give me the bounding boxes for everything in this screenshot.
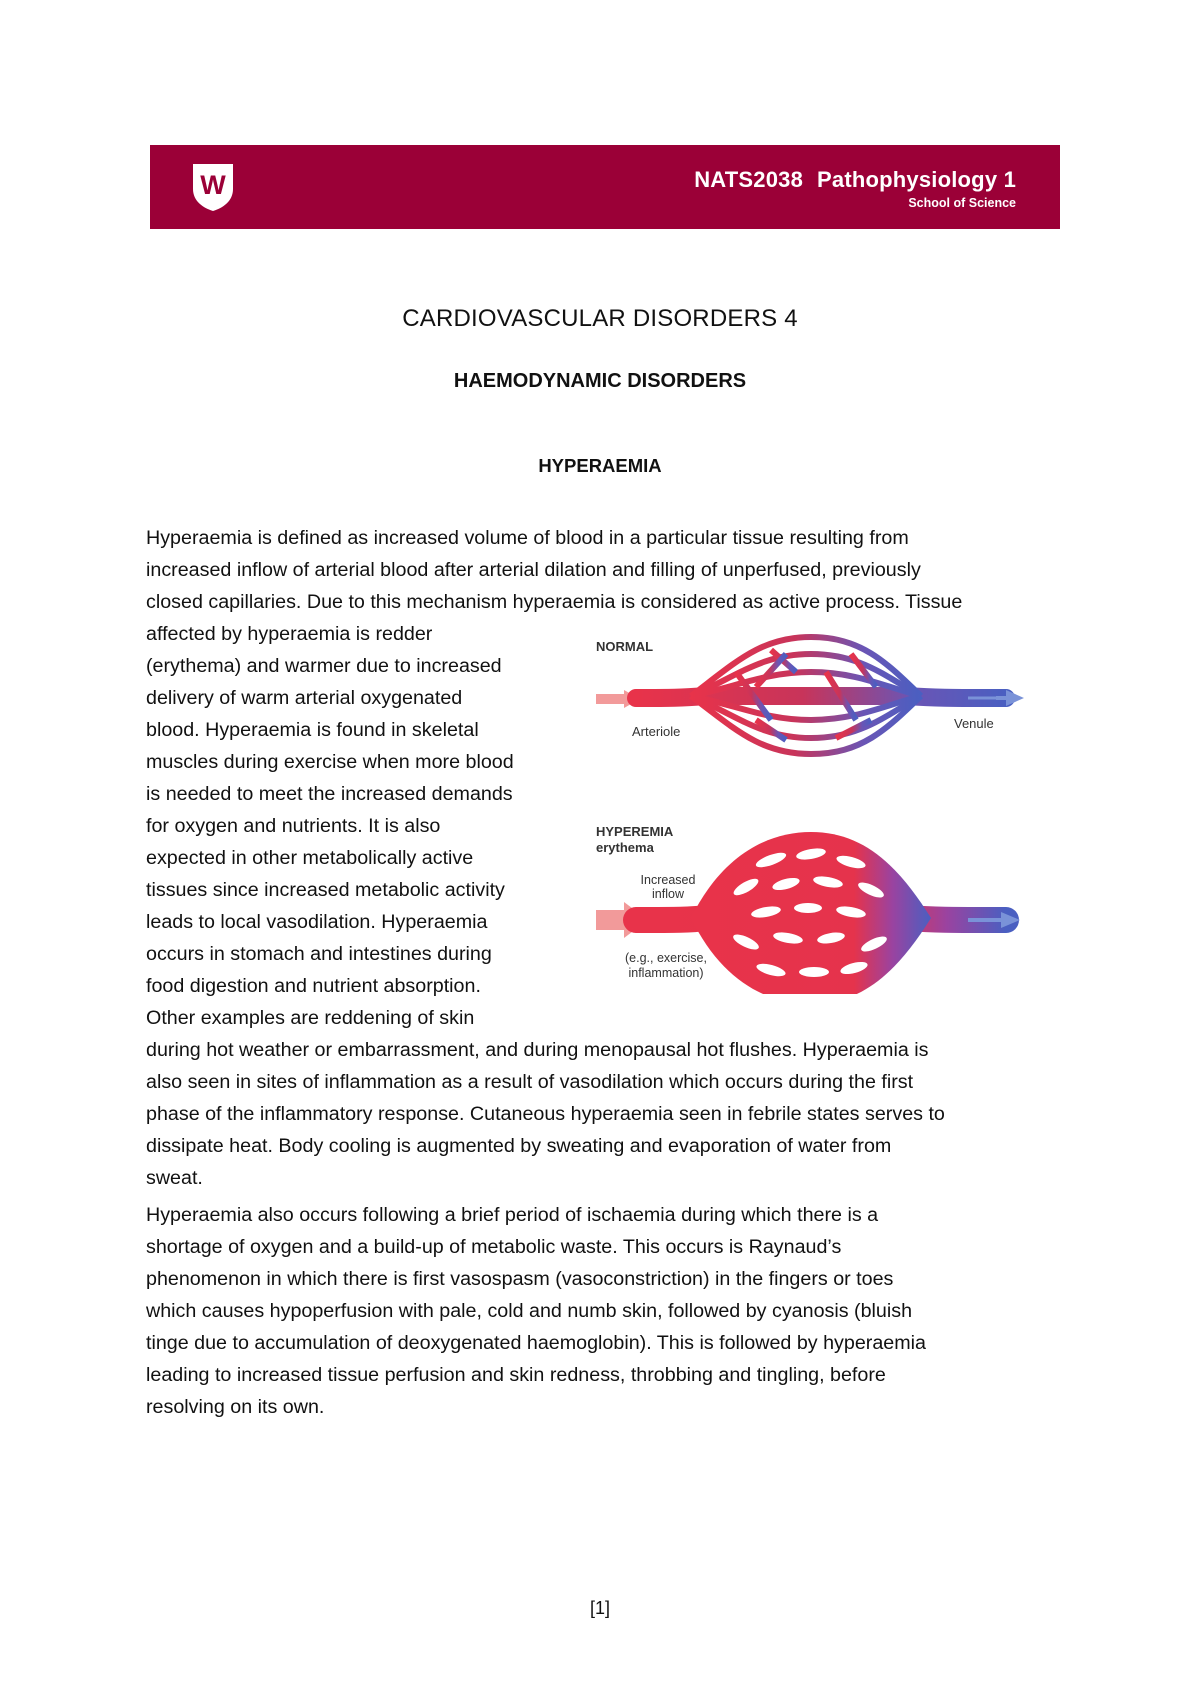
paragraph-2 bbox=[146, 1199, 1076, 1423]
text-line: occurs in stomach and intestines during bbox=[146, 943, 492, 965]
increased-inflow-line1: Increased bbox=[640, 873, 696, 887]
header-banner bbox=[150, 145, 1060, 229]
text-line: tissues since increased metabolic activity bbox=[146, 879, 505, 901]
text-line: closed capillaries. Due to this mechanism hyperaemia is considered as active process. Tissue bbox=[146, 591, 963, 613]
venule-label: Venule bbox=[954, 716, 994, 731]
text-line: blood. Hyperaemia is found in skeletal bbox=[146, 719, 479, 741]
text-line: expected in other metabolically active bbox=[146, 847, 474, 869]
text-line: Hyperaemia is defined as increased volume of blood in a particular tissue resulting from bbox=[146, 527, 909, 549]
hyperemia-label: HYPEREMIA bbox=[596, 824, 674, 839]
example-line2: inflammation) bbox=[628, 966, 704, 980]
arteriole-label: Arteriole bbox=[632, 724, 681, 739]
example-line1: (e.g., exercise, bbox=[625, 951, 707, 965]
text-line: leading to increased tissue perfusion and skin redness, throbbing and tingling, before bbox=[146, 1364, 886, 1386]
text-line: delivery of warm arterial oxygenated bbox=[146, 687, 463, 709]
course-code: NATS2038 bbox=[694, 167, 804, 192]
text-line: Hyperaemia also occurs following a brief period of ischaemia during which there is a bbox=[146, 1204, 879, 1226]
text-line: phenomenon in which there is first vasospasm (vasoconstriction) in the fingers or toes bbox=[146, 1268, 894, 1290]
text-line: Other examples are reddening of skin bbox=[146, 1007, 475, 1029]
erythema-label: erythema bbox=[596, 840, 654, 855]
document-title: CARDIOVASCULAR DISORDERS 4 bbox=[402, 305, 798, 332]
text-line: also seen in sites of inflammation as a result of vasodilation which occurs during the first bbox=[146, 1071, 914, 1093]
text-line: food digestion and nutrient absorption. bbox=[146, 975, 481, 997]
course-info bbox=[694, 167, 1016, 210]
section-heading: HYPERAEMIA bbox=[538, 455, 662, 476]
course-name: Pathophysiology 1 bbox=[817, 167, 1016, 192]
text-line: sweat. bbox=[146, 1167, 203, 1189]
text-line: tinge due to accumulation of deoxygenated haemoglobin). This is followed by hyperaemia bbox=[146, 1332, 926, 1354]
svg-text:W: W bbox=[200, 170, 226, 200]
school-name: School of Science bbox=[908, 196, 1016, 210]
text-line: shortage of oxygen and a build-up of metabolic waste. This occurs is Raynaud’s bbox=[146, 1236, 842, 1258]
text-line: muscles during exercise when more blood bbox=[146, 751, 514, 773]
text-line: leads to local vasodilation. Hyperaemia bbox=[146, 911, 488, 933]
hyperaemia-diagram bbox=[596, 632, 1064, 994]
text-line: during hot weather or embarrassment, and during menopausal hot flushes. Hyperaemia is bbox=[146, 1039, 929, 1061]
text-line: increased inflow of arterial blood after arterial dilation and filling of unperfused, previously bbox=[146, 559, 921, 581]
text-line: which causes hypoperfusion with pale, cold and numb skin, followed by cyanosis (bluish bbox=[146, 1300, 913, 1322]
increased-inflow-line2: inflow bbox=[652, 887, 684, 901]
text-line: resolving on its own. bbox=[146, 1396, 325, 1418]
text-line: dissipate heat. Body cooling is augmented by sweating and evaporation of water from bbox=[146, 1135, 892, 1157]
text-line: for oxygen and nutrients. It is also bbox=[146, 815, 441, 837]
text-line: phase of the inflammatory response. Cutaneous hyperaemia seen in febrile states serves to bbox=[146, 1103, 945, 1125]
normal-label: NORMAL bbox=[596, 639, 654, 654]
university-shield-logo bbox=[190, 161, 236, 213]
text-line: (erythema) and warmer due to increased bbox=[146, 655, 502, 677]
page-number: [1] bbox=[589, 1598, 610, 1618]
text-line: is needed to meet the increased demands bbox=[146, 783, 513, 805]
text-line: affected by hyperaemia is redder bbox=[146, 623, 433, 645]
document-subtitle: HAEMODYNAMIC DISORDERS bbox=[453, 370, 747, 392]
